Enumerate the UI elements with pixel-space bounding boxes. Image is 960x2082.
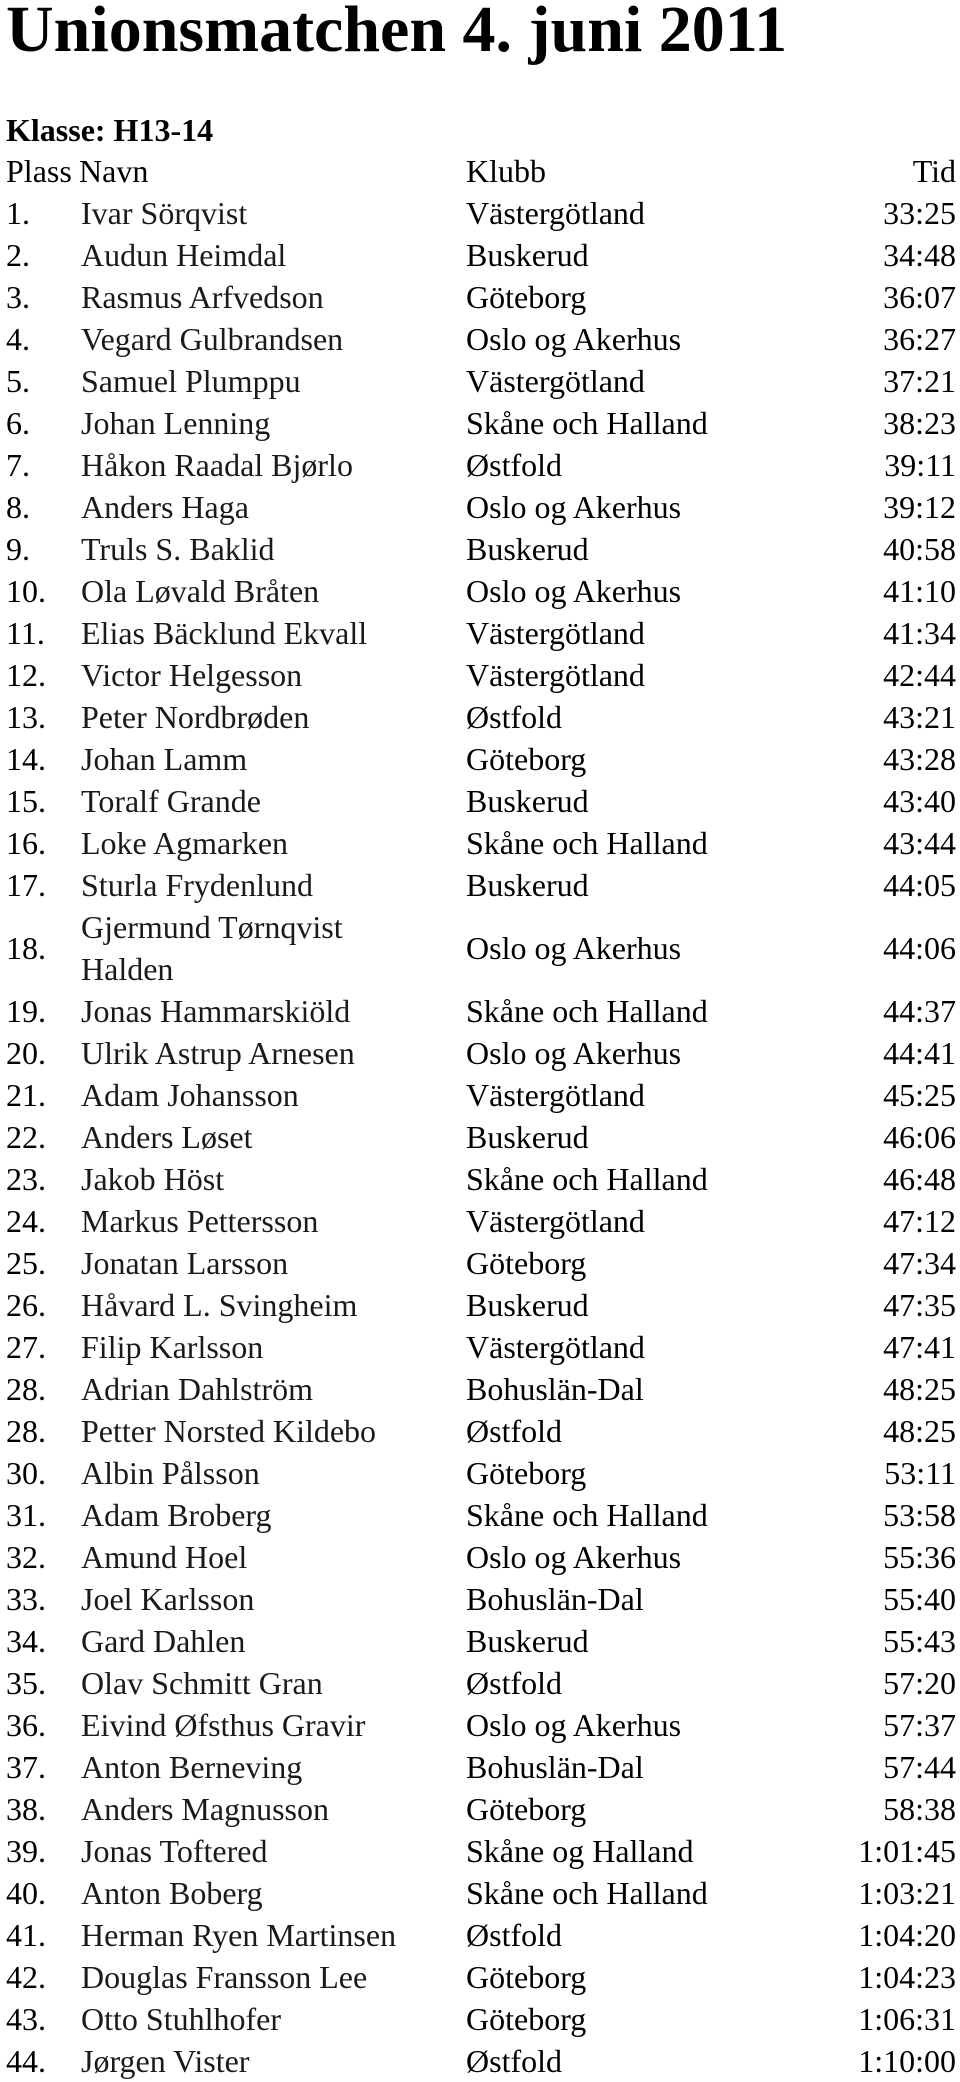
row-name-line: Vegard Gulbrandsen: [81, 321, 344, 357]
row-time: 1:04:23: [858, 1959, 956, 1995]
row-place: 32.: [6, 1539, 46, 1575]
table-row: [6, 1074, 956, 1116]
row-club: Västergötland: [466, 657, 645, 693]
row-club: Skåne och Halland: [466, 1161, 708, 1197]
table-row: [6, 1536, 956, 1578]
row-name-line: Peter Nordbrøden: [81, 699, 310, 735]
row-time: 43:40: [883, 783, 956, 819]
table-row: [6, 1032, 956, 1074]
row-place: 12.: [6, 657, 46, 693]
row-name-line: Adrian Dahlström: [81, 1371, 313, 1407]
row-name: [81, 1788, 329, 1830]
table-row: [6, 696, 956, 738]
row-time: 39:11: [884, 447, 956, 483]
row-name-line: Victor Helgesson: [81, 657, 303, 693]
row-name: [81, 906, 343, 990]
row-name: [81, 1872, 263, 1914]
table-row: [6, 1158, 956, 1200]
row-time: 44:41: [883, 1035, 956, 1071]
row-club: Bohuslän-Dal: [466, 1749, 644, 1785]
row-time: 1:03:21: [858, 1875, 956, 1911]
row-time: 44:37: [883, 993, 956, 1029]
table-row: [6, 1830, 956, 1872]
table-row: [6, 990, 956, 1032]
row-place: 23.: [6, 1161, 46, 1197]
table-row: [6, 1620, 956, 1662]
table-row: [6, 1284, 956, 1326]
row-place: 1.: [6, 195, 30, 231]
row-club: Buskerud: [466, 1623, 589, 1659]
row-place: 15.: [6, 783, 46, 819]
table-row: [6, 654, 956, 696]
row-time: 46:06: [883, 1119, 956, 1155]
row-name-line: Håkon Raadal Bjørlo: [81, 447, 353, 483]
table-row: [6, 1410, 956, 1452]
row-club: Østfold: [466, 1413, 562, 1449]
table-row: [6, 864, 956, 906]
row-name: [81, 234, 286, 276]
row-time: 57:20: [883, 1665, 956, 1701]
table-row: [6, 192, 956, 234]
row-club: Göteborg: [466, 2001, 587, 2037]
row-club: Oslo og Akerhus: [466, 1539, 682, 1575]
row-club: Oslo og Akerhus: [466, 930, 682, 966]
row-name: [81, 276, 324, 318]
row-club: Skåne och Halland: [466, 993, 708, 1029]
table-row: [6, 1704, 956, 1746]
row-time: 34:48: [883, 237, 956, 273]
row-club: Göteborg: [466, 1245, 587, 1281]
row-time: 53:11: [884, 1455, 956, 1491]
row-club: Göteborg: [466, 279, 587, 315]
row-time: 42:44: [883, 657, 956, 693]
row-name: [81, 1620, 245, 1662]
row-time: 36:07: [883, 279, 956, 315]
row-name-line: Adam Broberg: [81, 1497, 272, 1533]
header-name: Navn: [79, 153, 149, 189]
row-club: Østfold: [466, 699, 562, 735]
row-time: 43:44: [883, 825, 956, 861]
row-place: 19.: [6, 993, 46, 1029]
table-row: [6, 738, 956, 780]
row-name-line: Samuel Plumppu: [81, 363, 301, 399]
row-place: 7.: [6, 447, 30, 483]
row-place: 40.: [6, 1875, 46, 1911]
row-club: Buskerud: [466, 237, 589, 273]
table-row: [6, 1662, 956, 1704]
table-row: [6, 402, 956, 444]
row-name-line: Ola Løvald Bråten: [81, 573, 320, 609]
row-name: [81, 1032, 355, 1074]
row-name: [81, 1242, 288, 1284]
row-place: 35.: [6, 1665, 46, 1701]
table-row: [6, 486, 956, 528]
row-place: 22.: [6, 1119, 46, 1155]
row-name: [81, 1326, 263, 1368]
class-label: Klasse: H13-14: [6, 112, 214, 148]
row-time: 38:23: [883, 405, 956, 441]
row-name: [81, 1914, 396, 1956]
row-time: 46:48: [883, 1161, 956, 1197]
row-place: 34.: [6, 1623, 46, 1659]
row-name-line: Rasmus Arfvedson: [81, 279, 324, 315]
row-name-line: Loke Agmarken: [81, 825, 289, 861]
row-name-line: Otto Stuhlhofer: [81, 2001, 281, 2037]
row-name-line: Albin Pålsson: [81, 1455, 260, 1491]
header-club: Klubb: [466, 153, 546, 189]
table-row: [6, 1368, 956, 1410]
table-row: [6, 1242, 956, 1284]
row-name-line: Jonatan Larsson: [81, 1245, 289, 1281]
row-name: [81, 780, 261, 822]
row-place: 39.: [6, 1833, 46, 1869]
table-row: [6, 1578, 956, 1620]
row-name: [81, 612, 367, 654]
row-club: Buskerud: [466, 867, 589, 903]
row-place: 28.: [6, 1371, 46, 1407]
row-club: Østfold: [466, 1917, 562, 1953]
row-time: 39:12: [883, 489, 956, 525]
row-club: Buskerud: [466, 531, 589, 567]
row-name: [81, 1830, 267, 1872]
row-place: 44.: [6, 2043, 46, 2079]
row-place: 24.: [6, 1203, 46, 1239]
row-place: 25.: [6, 1245, 46, 1281]
row-place: 36.: [6, 1707, 46, 1743]
row-name-line: Douglas Fransson Lee: [81, 1959, 368, 1995]
row-name-line: Petter Norsted Kildebo: [81, 1413, 377, 1449]
table-row: [6, 1914, 956, 1956]
row-name: [81, 1116, 253, 1158]
row-place: 26.: [6, 1287, 46, 1323]
row-name-line: Anders Haga: [81, 489, 249, 525]
row-time: 33:25: [883, 195, 956, 231]
row-name: [81, 1074, 299, 1116]
row-place: 5.: [6, 363, 30, 399]
row-time: 44:06: [883, 930, 956, 966]
row-place: 33.: [6, 1581, 46, 1617]
row-name: [81, 444, 353, 486]
row-name: [81, 864, 313, 906]
row-name-line: Jonas Toftered: [81, 1833, 268, 1869]
row-name: [81, 1536, 247, 1578]
row-place: 30.: [6, 1455, 46, 1491]
row-place: 41.: [6, 1917, 46, 1953]
row-club: Göteborg: [466, 1455, 587, 1491]
row-name-line: Eivind Øfsthus Gravir: [81, 1707, 366, 1743]
table-row: [6, 612, 956, 654]
row-time: 47:35: [883, 1287, 956, 1323]
row-club: Skåne och Halland: [466, 825, 708, 861]
row-club: Skåne och Halland: [466, 1497, 708, 1533]
row-name-line: Amund Hoel: [81, 1539, 248, 1575]
row-time: 41:34: [883, 615, 956, 651]
row-name: [81, 1200, 318, 1242]
row-name: [81, 1662, 323, 1704]
table-row: [6, 1452, 956, 1494]
row-name-line: Jonas Hammarskiöld: [81, 993, 351, 1029]
table-row: [6, 234, 956, 276]
row-name-line: Audun Heimdal: [81, 237, 287, 273]
row-name: [81, 1704, 365, 1746]
table-header: [6, 150, 956, 192]
row-club: Göteborg: [466, 741, 587, 777]
row-name-line: Ivar Sörqvist: [81, 195, 248, 231]
row-name-line-2: Halden: [81, 951, 174, 987]
row-time: 1:04:20: [858, 1917, 956, 1953]
row-name-line: Jakob Höst: [81, 1161, 225, 1197]
row-name: [81, 654, 302, 696]
table-row: [6, 1116, 956, 1158]
row-name: [81, 822, 288, 864]
row-name-line: Truls S. Baklid: [81, 531, 275, 567]
row-name: [81, 990, 350, 1032]
row-name: [81, 1746, 302, 1788]
row-club: Skåne och Halland: [466, 1875, 708, 1911]
row-club: Västergötland: [466, 615, 645, 651]
row-time: 48:25: [883, 1413, 956, 1449]
row-place: 21.: [6, 1077, 46, 1113]
header-place: Plass: [6, 153, 72, 189]
row-club: Østfold: [466, 447, 562, 483]
row-name: [81, 1410, 376, 1452]
results-table: [6, 150, 956, 2082]
row-name-line: Sturla Frydenlund: [81, 867, 313, 903]
row-name-line: Joel Karlsson: [81, 1581, 255, 1617]
row-name: [81, 1998, 281, 2040]
row-club: Buskerud: [466, 1119, 589, 1155]
table-row: [6, 1998, 956, 2040]
header-time: Tid: [912, 153, 956, 189]
row-place: 4.: [6, 321, 30, 357]
row-time: 1:10:00: [858, 2043, 956, 2079]
row-time: 53:58: [883, 1497, 956, 1533]
row-club: Västergötland: [466, 1077, 645, 1113]
row-name: [81, 1284, 357, 1326]
row-club: Skåne og Halland: [466, 1833, 694, 1869]
table-body: [6, 192, 956, 2082]
row-name-line: Anders Magnusson: [81, 1791, 329, 1827]
table-row: [6, 360, 956, 402]
row-name: [81, 2040, 249, 2082]
row-place: 2.: [6, 237, 30, 273]
table-row: [6, 1326, 956, 1368]
row-name-line: Elias Bäcklund Ekvall: [81, 615, 368, 651]
row-time: 55:40: [883, 1581, 956, 1617]
row-club: Oslo og Akerhus: [466, 321, 682, 357]
row-place: 16.: [6, 825, 46, 861]
row-place: 28.: [6, 1413, 46, 1449]
row-club: Västergötland: [466, 363, 645, 399]
row-place: 3.: [6, 279, 30, 315]
table-row: [6, 444, 956, 486]
row-name-line: Anders Løset: [81, 1119, 253, 1155]
table-row: [6, 528, 956, 570]
row-time: 48:25: [883, 1371, 956, 1407]
row-place: 13.: [6, 699, 46, 735]
table-row: [6, 1956, 956, 1998]
row-name-line: Johan Lenning: [81, 405, 271, 441]
row-time: 43:21: [883, 699, 956, 735]
row-club: Västergötland: [466, 1203, 645, 1239]
row-time: 47:41: [883, 1329, 956, 1365]
row-time: 1:01:45: [858, 1833, 956, 1869]
table-row: [6, 780, 956, 822]
row-time: 47:12: [883, 1203, 956, 1239]
row-club: Göteborg: [466, 1959, 587, 1995]
row-time: 44:05: [883, 867, 956, 903]
row-name: [81, 696, 309, 738]
row-club: Västergötland: [466, 195, 645, 231]
row-place: 8.: [6, 489, 30, 525]
row-club: Østfold: [466, 1665, 562, 1701]
row-place: 27.: [6, 1329, 46, 1365]
row-name-line: Johan Lamm: [81, 741, 248, 777]
row-place: 31.: [6, 1497, 46, 1533]
row-club: Oslo og Akerhus: [466, 573, 682, 609]
table-row: [6, 1494, 956, 1536]
row-time: 37:21: [883, 363, 956, 399]
row-time: 55:36: [883, 1539, 956, 1575]
row-club: Buskerud: [466, 783, 589, 819]
row-place: 42.: [6, 1959, 46, 1995]
table-row: [6, 318, 956, 360]
row-time: 58:38: [883, 1791, 956, 1827]
row-club: Oslo og Akerhus: [466, 489, 682, 525]
row-name: [81, 570, 319, 612]
row-place: 11.: [6, 615, 45, 651]
row-place: 17.: [6, 867, 46, 903]
table-row: [6, 1872, 956, 1914]
row-time: 40:58: [883, 531, 956, 567]
row-name-line: Olav Schmitt Gran: [81, 1665, 323, 1701]
table-row: [6, 906, 956, 990]
row-time: 1:06:31: [858, 2001, 956, 2037]
row-time: 47:34: [883, 1245, 956, 1281]
row-name: [81, 402, 270, 444]
row-time: 57:37: [883, 1707, 956, 1743]
row-name: [81, 318, 343, 360]
row-name: [81, 1494, 271, 1536]
table-row: [6, 1200, 956, 1242]
row-club: Buskerud: [466, 1287, 589, 1323]
row-name-line: Anton Boberg: [81, 1875, 263, 1911]
row-time: 41:10: [883, 573, 956, 609]
row-name: [81, 1158, 224, 1200]
row-name: [81, 1956, 367, 1998]
row-place: 38.: [6, 1791, 46, 1827]
row-name-line: Herman Ryen Martinsen: [81, 1917, 397, 1953]
table-row: [6, 570, 956, 612]
row-place: 10.: [6, 573, 46, 609]
table-row: [6, 1788, 956, 1830]
row-name-line: Filip Karlsson: [81, 1329, 264, 1365]
row-name: [81, 528, 275, 570]
row-name: [81, 1578, 254, 1620]
row-name: [81, 486, 249, 528]
page-title: Unionsmatchen 4. juni 2011: [6, 0, 788, 66]
row-club: Oslo og Akerhus: [466, 1707, 682, 1743]
row-time: 43:28: [883, 741, 956, 777]
table-row: [6, 2040, 956, 2082]
table-row: [6, 822, 956, 864]
row-name-line: Anton Berneving: [81, 1749, 303, 1785]
row-place: 14.: [6, 741, 46, 777]
row-club: Bohuslän-Dal: [466, 1371, 644, 1407]
row-club: Oslo og Akerhus: [466, 1035, 682, 1071]
row-name-line: Markus Pettersson: [81, 1203, 319, 1239]
row-time: 55:43: [883, 1623, 956, 1659]
row-place: 6.: [6, 405, 30, 441]
row-place: 20.: [6, 1035, 46, 1071]
row-time: 57:44: [883, 1749, 956, 1785]
row-club: Skåne och Halland: [466, 405, 708, 441]
row-name-line: Toralf Grande: [81, 783, 261, 819]
row-club: Västergötland: [466, 1329, 645, 1365]
row-club: Bohuslän-Dal: [466, 1581, 644, 1617]
row-club: Østfold: [466, 2043, 562, 2079]
table-row: [6, 276, 956, 318]
table-row: [6, 1746, 956, 1788]
row-name: [81, 1452, 260, 1494]
row-time: 45:25: [883, 1077, 956, 1113]
row-name-line: Gjermund Tørnqvist: [81, 909, 343, 945]
row-name-line: Adam Johansson: [81, 1077, 299, 1113]
row-place: 37.: [6, 1749, 46, 1785]
row-name: [81, 738, 247, 780]
row-name-line: Håvard L. Svingheim: [81, 1287, 358, 1323]
row-name: [81, 192, 247, 234]
row-place: 18.: [6, 930, 46, 966]
row-place: 43.: [6, 2001, 46, 2037]
row-name-line: Gard Dahlen: [81, 1623, 246, 1659]
row-time: 36:27: [883, 321, 956, 357]
row-name-line: Ulrik Astrup Arnesen: [81, 1035, 355, 1071]
row-place: 9.: [6, 531, 30, 567]
row-name: [81, 1368, 313, 1410]
row-name: [81, 360, 301, 402]
row-club: Göteborg: [466, 1791, 587, 1827]
row-name-line: Jørgen Vister: [81, 2043, 250, 2079]
